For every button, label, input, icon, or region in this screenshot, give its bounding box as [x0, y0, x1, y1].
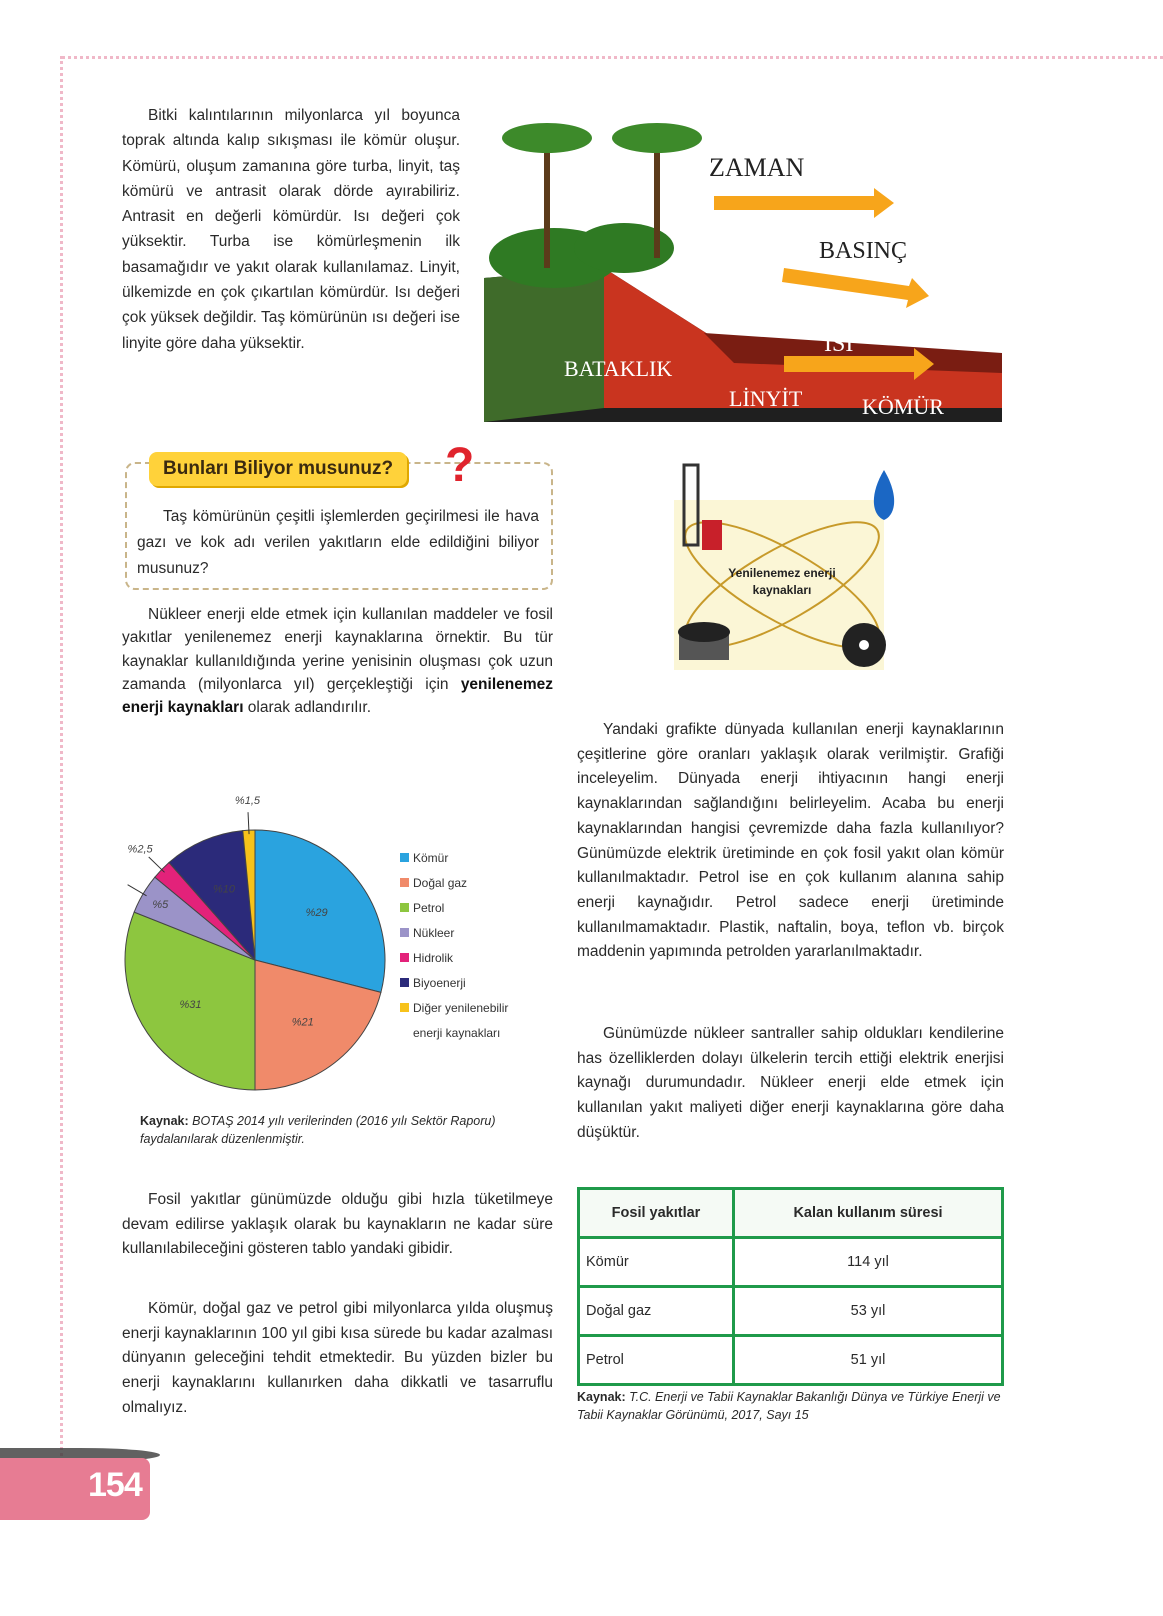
did-you-know-title: Bunları Biliyor musunuz?	[149, 452, 407, 486]
table-source-caption	[577, 1388, 1007, 1424]
diagram-label-line1: Yenilenemez enerji	[728, 566, 836, 580]
legend-label: Hidrolik	[413, 951, 454, 965]
table-header: Kalan kullanım süresi	[734, 1189, 1003, 1238]
fossil-fuel-paragraph: Fosil yakıtlar günümüzde olduğu gibi hızla tüketilmeye devam edilirse yaklaşık olarak bu kaynakların ne kadar süre kullanılabileceğini gösteren tablo yandaki gibidir.	[122, 1191, 553, 1258]
question-mark-icon: ?	[445, 439, 475, 492]
legend-swatch	[400, 978, 409, 987]
legend-swatch	[400, 928, 409, 937]
did-you-know-text: Taş kömürünün çeşitli işlemlerden geçirilmesi ile hava gazı ve kok adı verilen yakıtların elde edildiğini biliyor musunuz?	[137, 508, 539, 577]
coal-formation-paragraph: Bitki kalıntılarının milyonlarca yıl boyunca toprak altında kalıp sıkışması ile kömür oluşur. Kömürü, oluşum zamanına göre turba, linyit, taş kömürü ve antrasit olarak dörde ayırabiliriz. Antrasit en değerli kömürdür. Isı değeri çok yüksektir. Turba ise kömürleşmenin ilk basamağıdır ve yakıt olarak kullanılamaz. Linyit, ülkemizde en çok çıkartılan kömürdür. Isı değeri çok yüksek değildir. Taş kömürünün ısı değeri ise linyite göre daha yüksektir.	[122, 107, 460, 352]
legend-swatch	[400, 853, 409, 862]
legend-swatch	[400, 1003, 409, 1012]
table-cell: 53 yıl	[734, 1287, 1003, 1336]
label-bataklik: BATAKLIK	[564, 356, 673, 381]
legend-label: Nükleer	[413, 926, 455, 940]
diagram-label-line2: kaynakları	[752, 583, 812, 597]
page-border-left	[60, 56, 63, 1456]
table-cell: Petrol	[579, 1336, 734, 1385]
non-renewable-paragraph	[122, 603, 553, 719]
nuclear-paragraph: Günümüzde nükleer santraller sahip oldukları kendilerine has özelliklerden dolayı ülkelerin tercih ettiği elektrik enerjisi kaynağı durumundadır. Nükleer enerji elde etmek için kullanılan yakıt maliyeti diğer enerji kaynaklarına göre daha düşüktür.	[577, 1025, 1004, 1141]
page-border-top	[62, 56, 1163, 59]
label-basinc: BASINÇ	[819, 238, 908, 264]
coal-cart-icon	[678, 622, 730, 660]
label-linyit: LİNYİT	[729, 386, 803, 411]
legend-label: Biyoenerji	[413, 976, 466, 990]
table-header: Fosil yakıtlar	[579, 1189, 734, 1238]
legend-swatch	[400, 878, 409, 887]
table-cell: Doğal gaz	[579, 1287, 734, 1336]
bold-term: yenilenemez enerji kaynakları	[122, 675, 553, 717]
table-row	[579, 1287, 1003, 1336]
coal-formation-illustration	[484, 108, 1002, 422]
caption-text: BOTAŞ 2014 yılı verilerinden (2016 yılı Sektör Raporu) faydalanılarak düzenlenmiştir.	[140, 1114, 496, 1146]
chart-source-caption	[140, 1112, 540, 1148]
table-header-row	[579, 1189, 1003, 1238]
radiation-icon	[842, 623, 886, 667]
non-renewable-energy-diagram	[664, 460, 900, 690]
pie-value-label: %10	[213, 883, 236, 896]
pie-value-label: %5	[152, 899, 169, 912]
legend-label: Petrol	[413, 901, 445, 915]
pie-value-label: %21	[291, 1016, 314, 1029]
conservation-paragraph: Kömür, doğal gaz ve petrol gibi milyonlarca yılda oluşmuş enerji kaynaklarının 100 yıl gibi kısa sürede bu kadar azalması dünyanın geleceğini tehdit etmektedir. Bu yüzden bizler bu enerji kaynaklarını kullanırken daha dikkatli ve tasarruflu olmalıyız.	[122, 1300, 553, 1416]
leader-line	[128, 885, 147, 896]
legend-label: enerji kaynakları	[413, 1026, 501, 1040]
chart-description-paragraph: Yandaki grafikte dünyada kullanılan enerji kaynaklarının çeşitlerine göre oranları yaklaşık olarak verilmiştir. Grafiği inceleyelim. Dünyada enerji ihtiyacının hangi enerji kaynaklarından sağlandığını belirleyelim. Acaba bu enerji kaynaklarından hangisi çevremizde daha fazla kullanılıyor? Günümüzde elektrik üretiminde en çok fosil yakıt olan kömür kullanılmaktadır. Petrol ise en çok kullanım alanına sahip enerji kaynağıdır. Petrol sadece enerji üretiminde kullanılmamaktadır. Plastik, naftalin, boya, teflon vb. birçok maddenin yapımında petrolden yararlanılmaktadır.	[577, 721, 1004, 961]
legend-label: Diğer yenilenebilir	[413, 1001, 509, 1015]
text: Nükleer enerji elde etmek için kullanılan maddeler ve fosil yakıtlar yenilenemez enerji kaynaklarına örnektir. Bu tür kaynaklar kullanıldığında yerine yenisinin oluşması çok uzun zamanda (milyonlarca yıl) gerçekleştiği için	[122, 606, 553, 693]
caption-label: Kaynak:	[140, 1114, 189, 1128]
label-zaman: ZAMAN	[709, 153, 805, 182]
caption-text: T.C. Enerji ve Tabii Kaynaklar Bakanlığı Dünya ve Türkiye Enerji ve Tabii Kaynaklar Görünümü, 2017, Sayı 15	[577, 1390, 1001, 1422]
label-komur: KÖMÜR	[862, 394, 944, 419]
table-cell: 51 yıl	[734, 1336, 1003, 1385]
gas-flame-icon	[874, 470, 894, 520]
text: olarak adlandırılır.	[243, 699, 372, 717]
pie-value-label: %2,5	[127, 843, 153, 856]
label-isi: ISI	[824, 331, 854, 357]
page-number: 154	[88, 1466, 142, 1504]
pie-value-label: %31	[179, 998, 202, 1011]
pie-value-label: %1,5	[234, 795, 261, 808]
table-row	[579, 1238, 1003, 1287]
energy-sources-pie-chart	[110, 780, 550, 1100]
caption-label: Kaynak:	[577, 1390, 626, 1404]
legend-swatch	[400, 903, 409, 912]
legend-label: Kömür	[413, 851, 449, 865]
leader-line	[149, 857, 165, 872]
fossil-fuel-table	[577, 1187, 1004, 1386]
table-cell: Kömür	[579, 1238, 734, 1287]
legend-swatch	[400, 953, 409, 962]
legend-label: Doğal gaz	[413, 876, 468, 890]
table-cell: 114 yıl	[734, 1238, 1003, 1287]
table-row	[579, 1336, 1003, 1385]
pie-value-label: %29	[305, 907, 328, 920]
did-you-know-box	[125, 439, 553, 590]
